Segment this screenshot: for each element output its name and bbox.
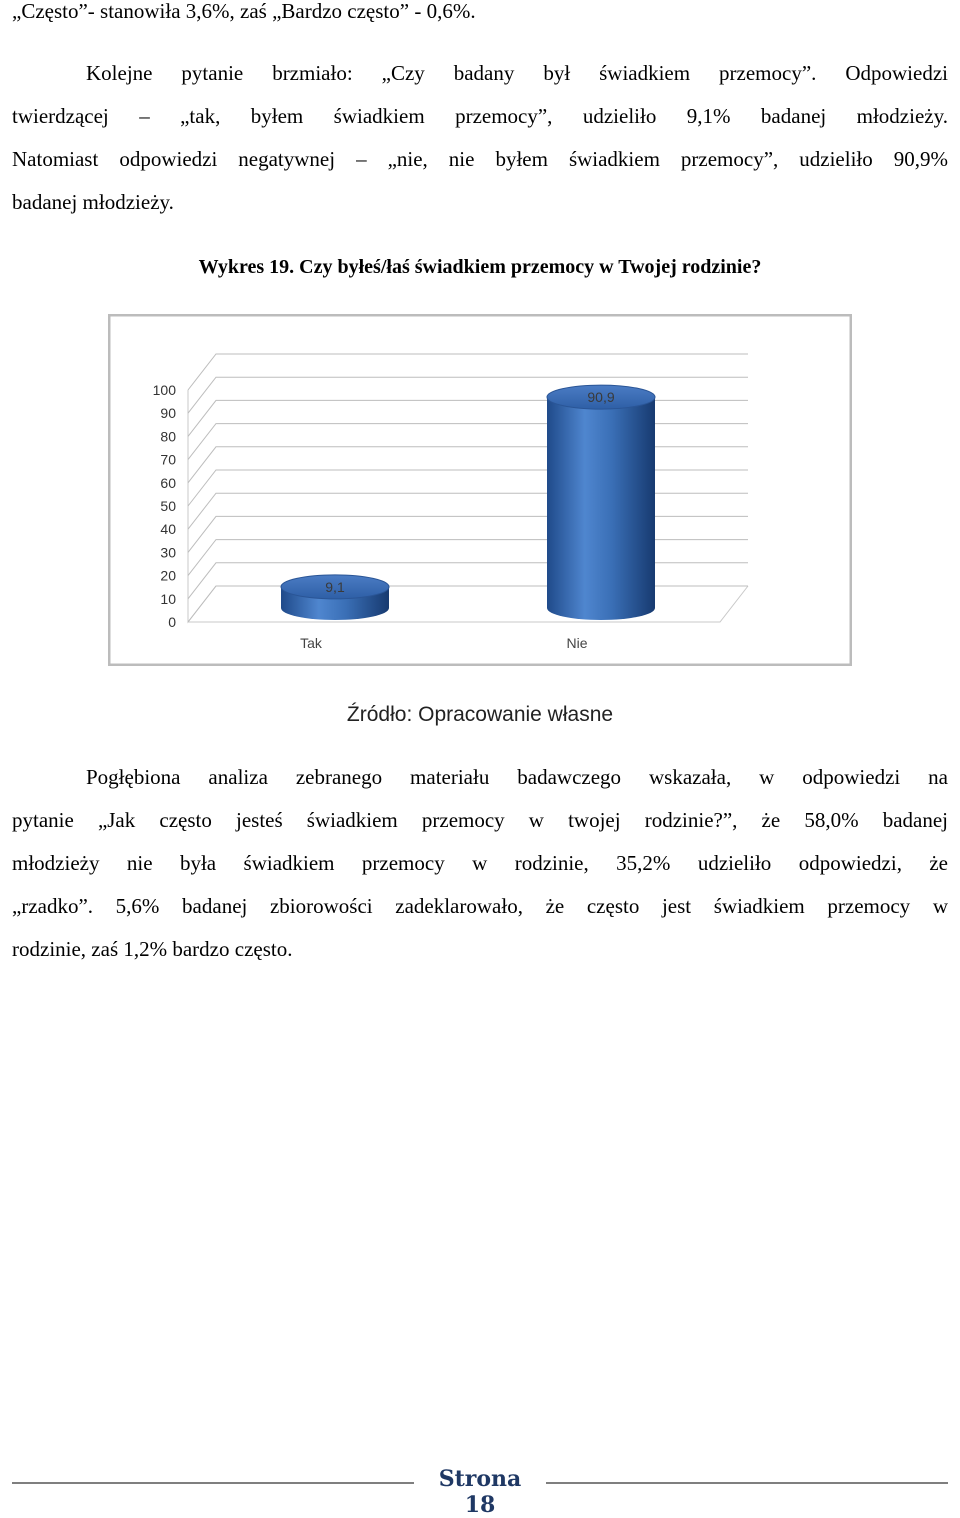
text-line: rodzinie, zaś 1,2% bardzo często. [12, 937, 293, 961]
y-tick-label: 0 [168, 614, 176, 630]
paragraph-intro [12, 0, 948, 33]
x-tick-label: Nie [566, 635, 588, 651]
x-tick-label: Tak [300, 635, 322, 651]
figure-source: Źródło: Opracowanie własne [346, 703, 614, 726]
y-tick-label: 80 [160, 428, 176, 445]
paragraph-analysis [12, 756, 948, 971]
y-tick-label: 50 [160, 498, 176, 514]
figure-caption: Wykres 19. Czy byłeś/łaś świadkiem przemocy w Twojej rodzinie? [198, 256, 762, 278]
y-tick-label: 40 [160, 521, 176, 538]
chart-border [109, 315, 851, 665]
chart [108, 314, 852, 666]
y-tick-label: 70 [160, 451, 176, 468]
text-line: Pogłębiona analiza zebranego materiału badawczego wskazała, w odpowiedzi na [86, 765, 948, 789]
text-line: młodzieży nie była świadkiem przemocy w rodzinie, 35,2% udzieliło odpowiedzi, że [12, 851, 948, 875]
y-tick-label: 30 [160, 544, 176, 561]
text-line: pytanie „Jak często jesteś świadkiem przemocy w twojej rodzinie?”, że 58,0% badanej [12, 808, 948, 832]
y-tick-label: 90 [160, 405, 176, 422]
y-tick-label: 20 [160, 567, 176, 584]
page-number: Strona 18 [438, 1466, 522, 1518]
data-label: 9,1 [325, 578, 345, 595]
y-tick-label: 100 [152, 382, 176, 398]
footer-rule-left [12, 1482, 414, 1484]
text-line: „Często”- stanowiła 3,6%, zaś „Bardzo często” - 0,6%. [12, 0, 476, 23]
chart-svg [108, 314, 852, 666]
paragraph-witness-question [12, 52, 948, 224]
y-tick-label: 10 [160, 590, 176, 607]
footer-rule-right [546, 1482, 948, 1484]
y-tick-label: 60 [160, 474, 176, 491]
data-label: 90,9 [587, 389, 615, 406]
text-line: „rzadko”. 5,6% badanej zbiorowości zadeklarowało, że często jest świadkiem przemocy w [12, 894, 948, 918]
bar-nie [547, 397, 655, 620]
text-line: Kolejne pytanie brzmiało: „Czy badany był świadkiem przemocy”. Odpowiedzi [86, 61, 948, 85]
text-line: badanej młodzieży. [12, 190, 174, 214]
text-line: twierdzącej – „tak, byłem świadkiem przemocy”, udzieliło 9,1% badanej młodzieży. [12, 104, 948, 128]
text-line: Natomiast odpowiedzi negatywnej – „nie, nie byłem świadkiem przemocy”, udzieliło 90,9% [12, 147, 948, 171]
